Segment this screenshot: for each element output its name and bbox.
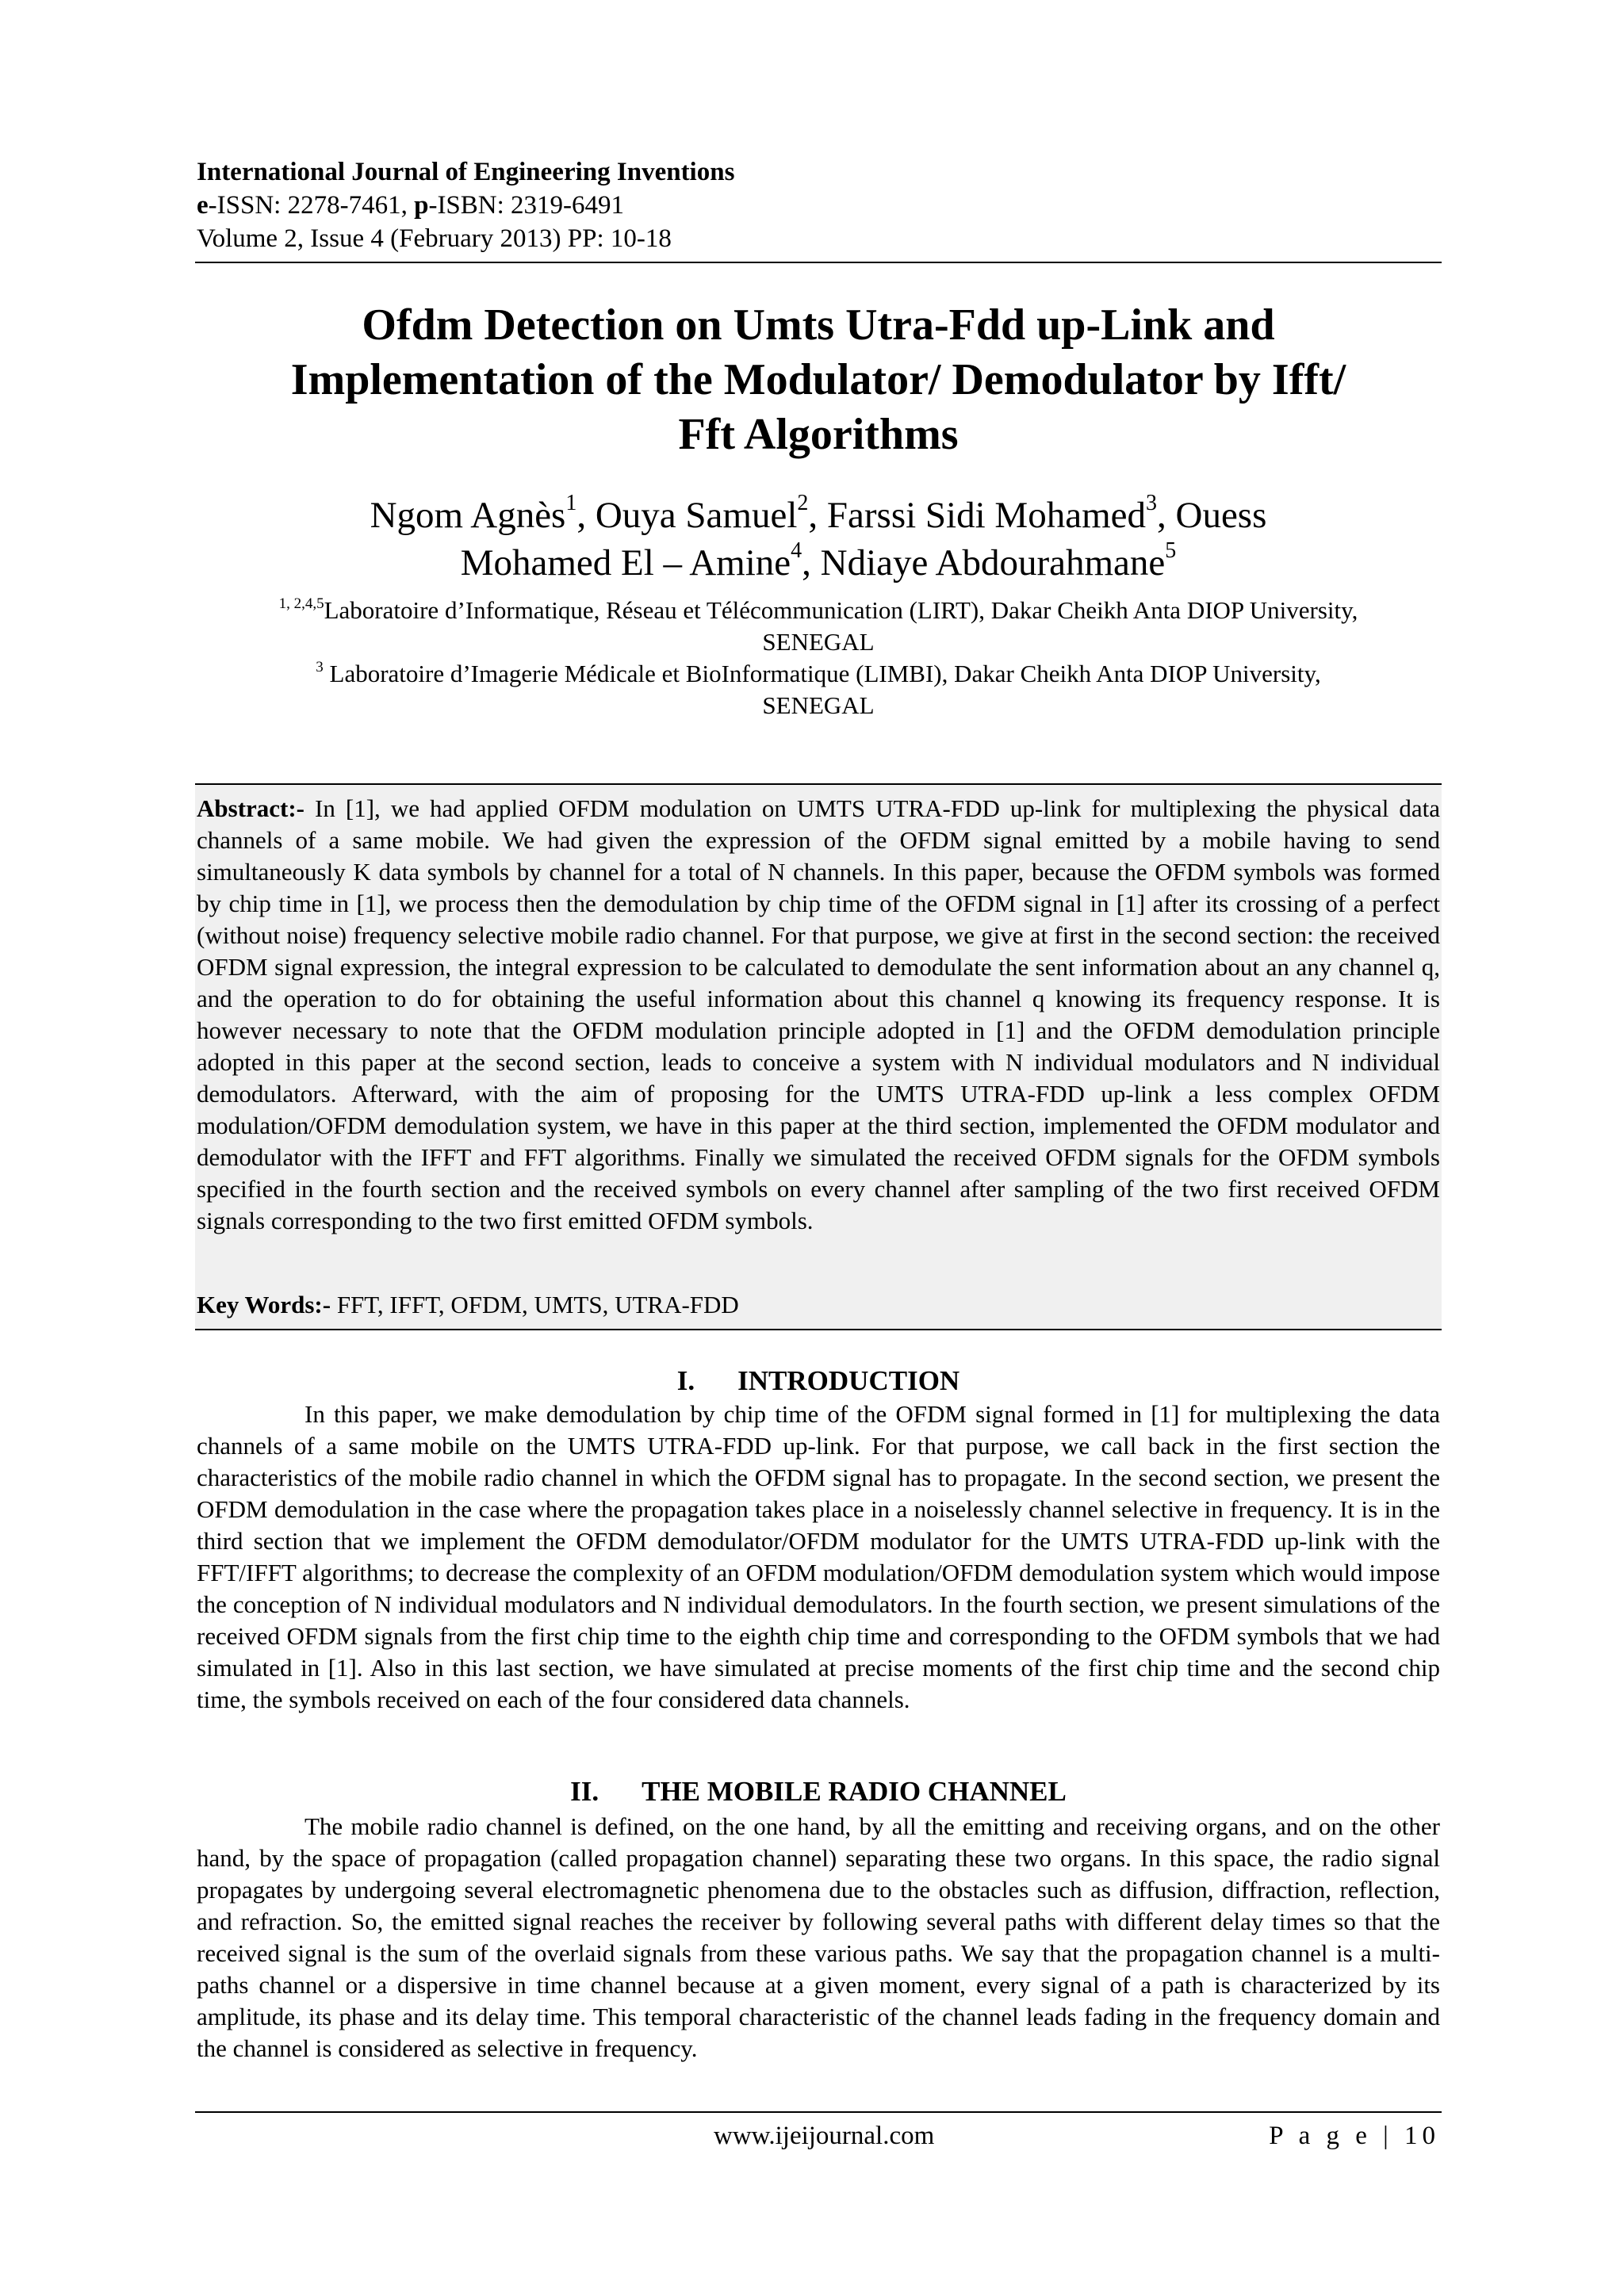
page-footer xyxy=(197,2118,1440,2153)
author-list: Ngom Agnès$^1$, Ouya Samuel$^2$, Farssi Sidi Mohamed$^3$, Ouess Mohamed El – Amine$^4$, Ndiaye Abdourahmane$^5$ xyxy=(370,491,1267,584)
affiliation-1: $^{1, 2,4,5}$Laboratoire d’Informatique, Réseau et Télécommunication (LIRT), Dakar Cheikh Anta DIOP University, xyxy=(278,595,1358,624)
keywords-label: Key Words:- xyxy=(197,1291,331,1318)
section-heading-introduction: I. INTRODUCTION xyxy=(676,1365,960,1396)
abstract-label: Abstract:- xyxy=(197,794,305,822)
affiliation-2: $^3$ Laboratoire d’Imagerie Médicale et BioInformatique (LIMBI), Dakar Cheikh Anta DIOP University, xyxy=(316,659,1321,687)
abstract xyxy=(197,793,1440,1237)
section-body-introduction: In this paper, we make demodulation by chip time of the OFDM signal formed in [1] for multiplexing the data channels of a same mobile on the UMTS UTRA-FDD up-link. For that purpose, we call back in the first section the characteristics of the mobile radio channel in which the OFDM signal has to propagate. In the second section, we present the OFDM demodulation in the case where the propagation takes place in a noiselessly channel selective in frequency. It is in the third section that we implement the OFDM demodulator/OFDM modulator for the UMTS UTRA-FDD up-link with the FFT/IFFT algorithms; to decrease the complexity of an OFDM modulation/OFDM demodulation system which would impose the conception of N individual modulators and N individual demodulators. In the fourth section, we present simulations of the received OFDM signals from the first chip time to the eighth chip time and corresponding to the OFDM symbols that we had simulated in [1]. Also in this last section, we have simulated at precise moments of the first chip time and the second chip time, the symbols received on each of the four considered data channels. xyxy=(197,1400,1440,1713)
page-number: P a g e | 10 xyxy=(1269,2122,1440,2150)
header-rule xyxy=(195,262,1442,263)
volume-line: Volume 2, Issue 4 (February 2013) PP: 10-18 xyxy=(197,224,672,253)
paper-title: Ofdm Detection on Umts Utra-Fdd up-Link and Implementation of the Modulator/ Demodulator by Ifft/ Fft Algorithms xyxy=(290,300,1346,459)
affiliations: $^{1, 2,4,5}$Laboratoire d’Informatique, Réseau et Télécommunication (LIRT), Dakar Cheikh Anta DIOP University, SENEGAL $^3$ Laboratoire d’Imagerie Médicale et BioInformatique (LIMBI), Dakar Cheikh Anta DIOP University, SENEGAL xyxy=(197,595,1440,721)
issn-line: e-ISSN: 2278-7461, p-ISBN: 2319-6491 xyxy=(197,191,625,220)
section-body-mobile-radio-channel: The mobile radio channel is defined, on the one hand, by all the emitting and receiving organs, and on the other hand, by the space of propagation (called propagation channel) separating these two organs. In this space, the radio signal propagates by undergoing several electromagnetic phenomena due to the obstacles such as diffusion, diffraction, reflection, and refraction. So, the emitted signal reaches the receiver by following several paths with different delay times so that the received signal is the sum of the overlaid signals from these various paths. We say that the propagation channel is a multi-paths channel or a dispersive in time channel because at a given moment, every signal of a path is characterized by its amplitude, its phase and its delay time. This temporal characteristic of the channel leads fading in the frequency domain and the channel is considered as selective in frequency. xyxy=(197,1812,1440,2062)
journal-url: www.ijeijournal.com xyxy=(714,2122,935,2150)
abstract-text: In [1], we had applied OFDM modulation on UMTS UTRA-FDD up-link for multiplexing the physical data channels of a same mobile. We had given the expression of the OFDM signal emitted by a mobile having to send simultaneously K data symbols by channel for a total of N channels. In this paper, because the OFDM symbols was formed by chip time in [1], we process then the demodulation by chip time of the OFDM signal in [1] after its crossing of a perfect (without noise) frequency selective mobile radio channel. For that purpose, we give at first in the second section: the received OFDM signal expression, the integral expression to be calculated to demodulate the sent information about an any channel q, and the operation to do for obtaining the useful information about this channel q knowing its frequency response. It is however necessary to note that the OFDM modulation principle adopted in [1] and the OFDM demodulation principle adopted in this paper at the second section, leads to conceive a system with N individual modulators and N individual demodulators. Afterward, with the aim of proposing for the UMTS UTRA-FDD up-link a less complex OFDM modulation/OFDM demodulation system, we have in this paper at the third section, implemented the OFDM modulator and demodulator with the IFFT and FFT algorithms. Finally we simulated the received OFDM signals for the OFDM symbols specified in the fourth section and the received symbols on every channel after sampling of the two first received OFDM signals corresponding to the two first emitted OFDM symbols. xyxy=(197,794,1440,1234)
keywords xyxy=(197,1289,1440,1321)
keywords-text: FFT, IFFT, OFDM, UMTS, UTRA-FDD xyxy=(331,1291,739,1318)
journal-name: International Journal of Engineering Inventions xyxy=(197,158,735,186)
footer-rule xyxy=(195,2111,1442,2113)
journal-header xyxy=(197,155,1440,255)
section-heading-mobile-radio-channel: II. THE MOBILE RADIO CHANNEL xyxy=(570,1776,1067,1807)
